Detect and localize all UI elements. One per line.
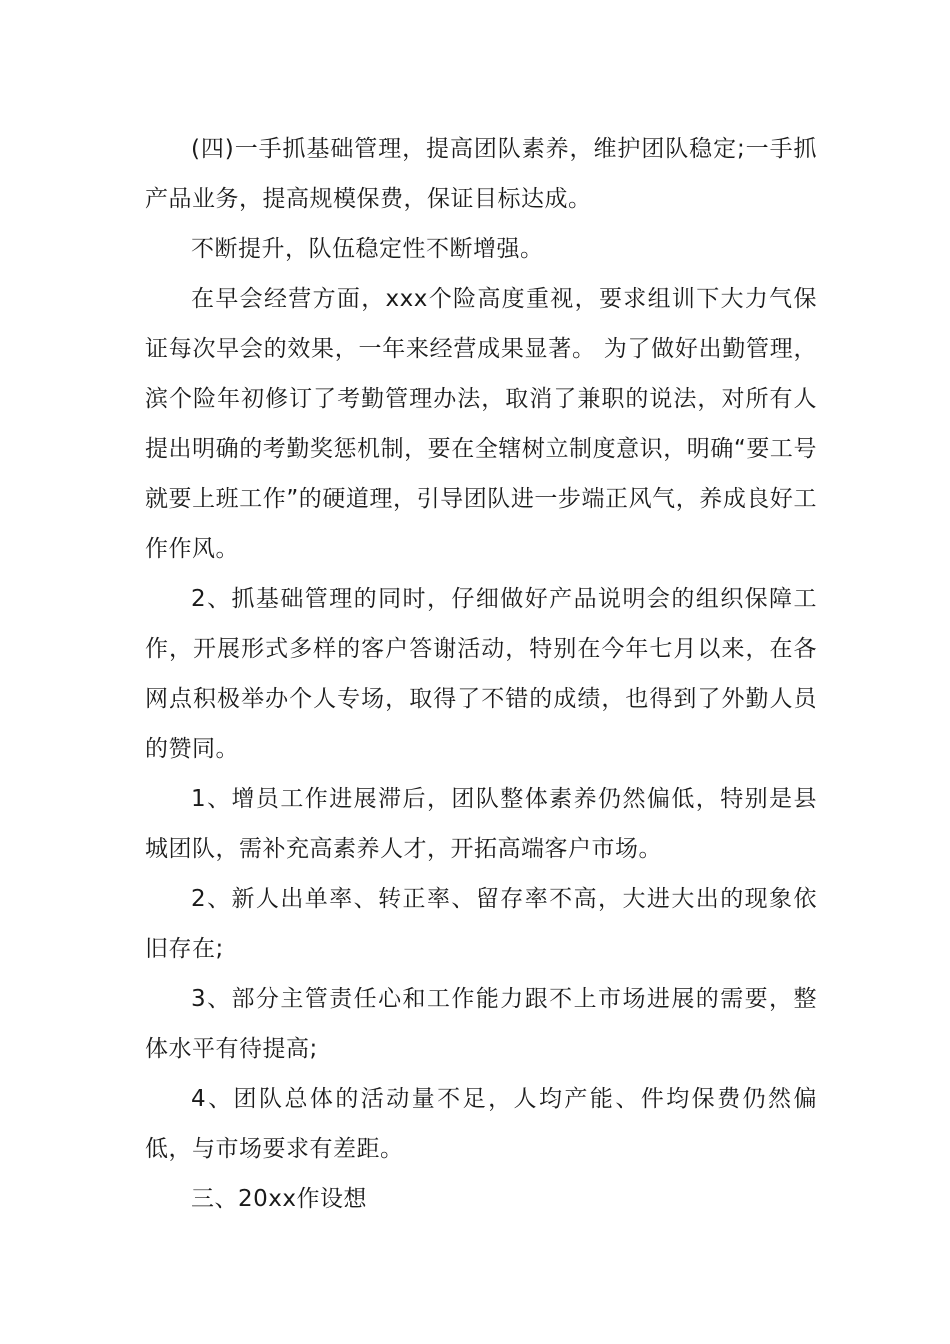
paragraph-4: 2、抓基础管理的同时，仔细做好产品说明会的组织保障工作，开展形式多样的客户答谢活动，特别在今年七月以来，在各网点积极举办个人专场，取得了不错的成绩，也得到了外勤人员的赞同。 xyxy=(145,586,817,762)
paragraph-1: (四)一手抓基础管理，提高团队素养，维护团队稳定;一手抓产品业务，提高规模保费，保证目标达成。 xyxy=(145,136,817,212)
paragraph-5: 1、增员工作进展滞后，团队整体素养仍然偏低，特别是县城团队，需补充高素养人才，开拓高端客户市场。 xyxy=(145,786,817,862)
paragraph-2: 不断提升，队伍稳定性不断增强。 xyxy=(191,236,544,262)
paragraph-3: 在早会经营方面，xxx个险高度重视，要求组训下大力气保证每次早会的效果，一年来经营成果显著。 为了做好出勤管理，滨个险年初修订了考勤管理办法，取消了兼职的说法，对所有人提出明确的考勤奖惩机制，要在全辖树立制度意识，明确“要工号就要上班工作”的硬道理，引导团队进一步端正风气，养成良好工作作风。 xyxy=(145,286,817,562)
paragraph-8: 4、团队总体的活动量不足，人均产能、件均保费仍然偏低，与市场要求有差距。 xyxy=(145,1086,817,1162)
document-body xyxy=(145,124,817,1224)
paragraph-6: 2、新人出单率、转正率、留存率不高，大进大出的现象依旧存在; xyxy=(145,886,817,962)
paragraph-7: 3、部分主管责任心和工作能力跟不上市场进展的需要，整体水平有待提高; xyxy=(145,986,817,1062)
section-heading: 三、20xx作设想 xyxy=(191,1186,367,1212)
